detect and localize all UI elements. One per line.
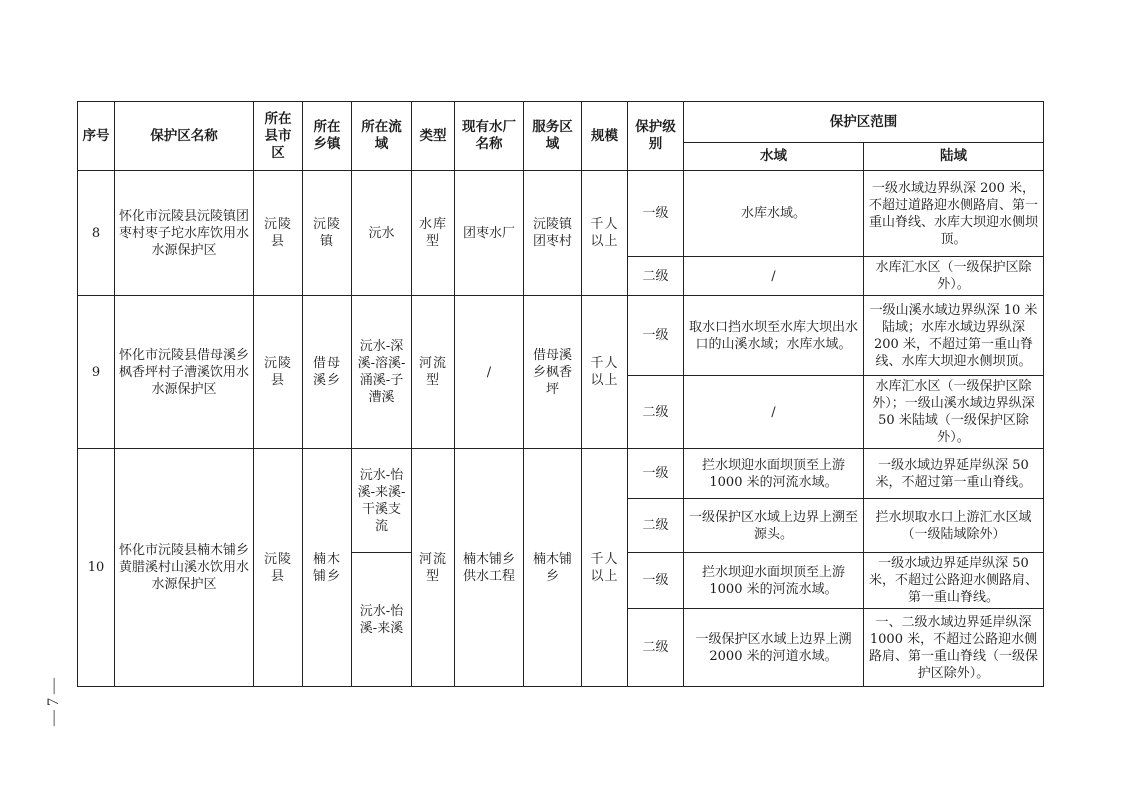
zone-water: 水库水域。 bbox=[684, 171, 864, 257]
header-scale: 规模 bbox=[582, 102, 628, 171]
row-name: 怀化市沅陵县借母溪乡枫香坪村子漕溪饮用水水源保护区 bbox=[115, 296, 254, 449]
row-type: 水库型 bbox=[412, 171, 455, 296]
header-level: 保护级别 bbox=[628, 102, 684, 171]
zone-land: 拦水坝取水口上游汇水区域（一级陆域除外） bbox=[864, 499, 1044, 553]
zone-water: / bbox=[684, 376, 864, 449]
table-header bbox=[78, 102, 1044, 171]
header-land: 陆域 bbox=[864, 143, 1044, 171]
row-service: 借母溪乡枫香坪 bbox=[524, 296, 582, 449]
row-type: 河流型 bbox=[412, 449, 455, 687]
row-seq: 8 bbox=[78, 171, 115, 296]
zone-water: 一级保护区水域上边界上溯 2000 米的河道水域。 bbox=[684, 609, 864, 687]
table-row bbox=[78, 449, 1044, 499]
zone-land: 一、二级水域边界延岸纵深 1000 米，不超过公路迎水侧路肩、第一重山脊线（一级保护区除外）。 bbox=[864, 609, 1044, 687]
protection-zone-table bbox=[77, 101, 1044, 687]
row-seq: 10 bbox=[78, 449, 115, 687]
header-name: 保护区名称 bbox=[115, 102, 254, 171]
row-basin: 沅水-深溪-溶溪-涌溪-子漕溪 bbox=[352, 296, 412, 449]
row-county: 沅陵县 bbox=[254, 296, 303, 449]
row-town: 借母溪乡 bbox=[303, 296, 352, 449]
table-row bbox=[78, 171, 1044, 257]
zone-land: 一级水域边界纵深 200 米，不超过道路迎水侧路肩、第一重山脊线、水库大坝迎水侧坝顶。 bbox=[864, 171, 1044, 257]
zone-water: 一级保护区水域上边界上溯至源头。 bbox=[684, 499, 864, 553]
row-town: 沅陵镇 bbox=[303, 171, 352, 296]
zone-water: 拦水坝迎水面坝顶至上游 1000 米的河流水域。 bbox=[684, 553, 864, 609]
zone-level: 二级 bbox=[628, 499, 684, 553]
row-basin: 沅水-怡溪-来溪 bbox=[352, 553, 412, 687]
row-scale: 千人以上 bbox=[582, 171, 628, 296]
row-scale: 千人以上 bbox=[582, 449, 628, 687]
row-plant: 楠木铺乡供水工程 bbox=[455, 449, 524, 687]
header-county: 所在县市区 bbox=[254, 102, 303, 171]
zone-level: 二级 bbox=[628, 609, 684, 687]
row-service: 沅陵镇团枣村 bbox=[524, 171, 582, 296]
header-basin: 所在流域 bbox=[352, 102, 412, 171]
zone-level: 一级 bbox=[628, 449, 684, 499]
row-plant: 团枣水厂 bbox=[455, 171, 524, 296]
row-basin: 沅水 bbox=[352, 171, 412, 296]
zone-level: 二级 bbox=[628, 257, 684, 296]
row-town: 楠木铺乡 bbox=[303, 449, 352, 687]
zone-land: 水库汇水区（一级保护区除外）；一级山溪水域边界纵深 50 米陆域（一级保护区除外）。 bbox=[864, 376, 1044, 449]
row-name: 怀化市沅陵县楠木铺乡黄腊溪村山溪水饮用水水源保护区 bbox=[115, 449, 254, 687]
row-county: 沅陵县 bbox=[254, 171, 303, 296]
row-service: 楠木铺乡 bbox=[524, 449, 582, 687]
zone-land: 水库汇水区（一级保护区除外）。 bbox=[864, 257, 1044, 296]
zone-level: 一级 bbox=[628, 296, 684, 376]
header-town: 所在乡镇 bbox=[303, 102, 352, 171]
zone-level: 二级 bbox=[628, 376, 684, 449]
header-range: 保护区范围 bbox=[684, 102, 1044, 143]
header-water: 水域 bbox=[684, 143, 864, 171]
page-number: — 7 — bbox=[45, 678, 62, 726]
header-seq: 序号 bbox=[78, 102, 115, 171]
row-seq: 9 bbox=[78, 296, 115, 449]
row-plant: / bbox=[455, 296, 524, 449]
zone-level: 一级 bbox=[628, 553, 684, 609]
header-plant: 现有水厂名称 bbox=[455, 102, 524, 171]
row-name: 怀化市沅陵县沅陵镇团枣村枣子坨水库饮用水水源保护区 bbox=[115, 171, 254, 296]
header-service: 服务区域 bbox=[524, 102, 582, 171]
table-row bbox=[78, 296, 1044, 376]
zone-land: 一级山溪水域边界纵深 10 米陆域；水库水域边界纵深 200 米，不超过第一重山脊线、水库大坝迎水侧坝顶。 bbox=[864, 296, 1044, 376]
header-type: 类型 bbox=[412, 102, 455, 171]
row-basin: 沅水-怡溪-来溪-干溪支流 bbox=[352, 449, 412, 553]
zone-land: 一级水域边界延岸纵深 50 米，不超过第一重山脊线。 bbox=[864, 449, 1044, 499]
zone-land: 一级水域边界延岸纵深 50 米，不超过公路迎水侧路肩、第一重山脊线。 bbox=[864, 553, 1044, 609]
row-type: 河流型 bbox=[412, 296, 455, 449]
row-county: 沅陵县 bbox=[254, 449, 303, 687]
zone-level: 一级 bbox=[628, 171, 684, 257]
row-scale: 千人以上 bbox=[582, 296, 628, 449]
zone-water: 取水口挡水坝至水库大坝出水口的山溪水域；水库水域。 bbox=[684, 296, 864, 376]
zone-water: / bbox=[684, 257, 864, 296]
zone-water: 拦水坝迎水面坝顶至上游 1000 米的河流水域。 bbox=[684, 449, 864, 499]
